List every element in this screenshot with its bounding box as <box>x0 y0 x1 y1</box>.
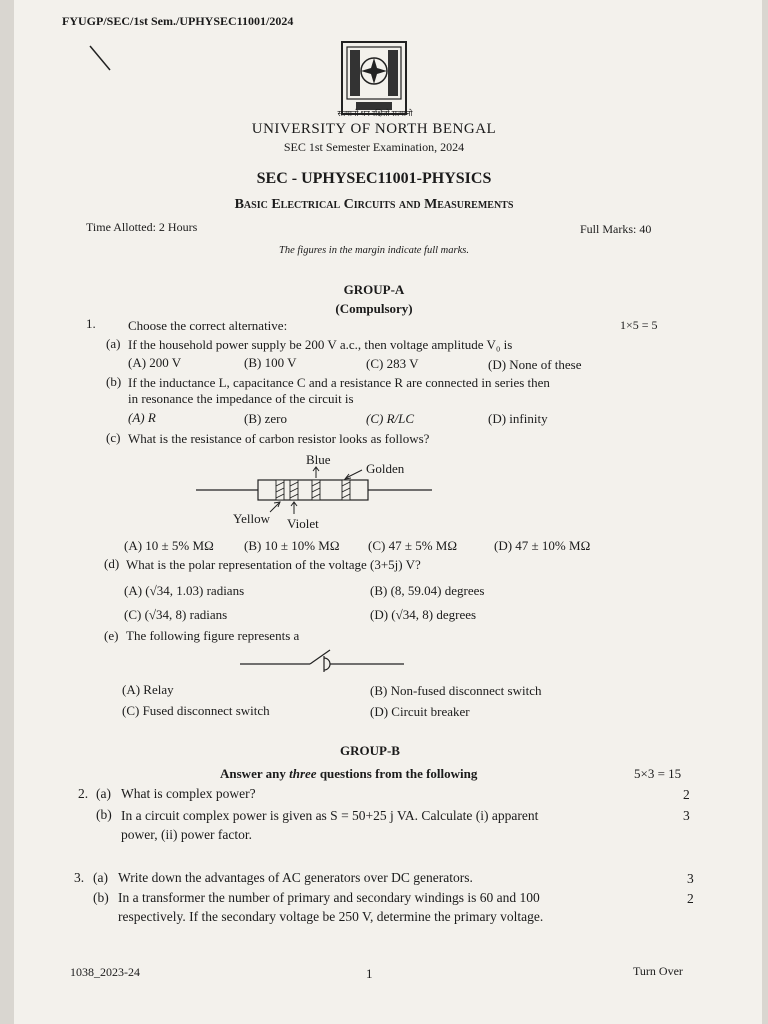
band-label-yellow: Yellow <box>233 511 270 526</box>
footer-code: 1038_2023-24 <box>70 965 140 979</box>
q2a-text: What is complex power? <box>121 786 256 801</box>
q1d-label: (d) <box>104 556 120 571</box>
q1d-option: (B) (8, 59.04) degrees <box>370 583 485 598</box>
q1c-text: What is the resistance of carbon resistor looks as follows? <box>128 431 430 446</box>
band-label-blue: Blue <box>306 452 331 467</box>
margin-note: The figures in the margin indicate full marks. <box>279 245 469 256</box>
q1b-text-line1: If the inductance L, capacitance C and a resistance R are connected in series then <box>128 375 550 390</box>
q3b-text-line2: respectively. If the secondary voltage be 250 V, determine the primary voltage. <box>118 909 544 924</box>
group-b-title: GROUP-B <box>340 743 400 758</box>
q2b-text-line1: In a circuit complex power is given as S = 50+25 j VA. Calculate (i) apparent <box>121 808 539 823</box>
q1e-text: The following figure represents a <box>126 628 300 643</box>
q1b-option: (A) R <box>128 410 156 425</box>
q1d-text: What is the polar representation of the voltage (3+5j) V? <box>126 557 421 572</box>
paper-code-header: FYUGP/SEC/1st Sem./UPHYSEC11001/2024 <box>62 14 294 28</box>
q1d-option: (A) (√34, 1.03) radians <box>124 583 245 598</box>
q1e-label: (e) <box>104 628 119 643</box>
q1a-label: (a) <box>106 336 121 351</box>
switch-symbol-figure <box>236 646 408 674</box>
q1d-option: (C) (√34, 8) radians <box>124 607 228 622</box>
emblem-motto: सत्यानो धन रक्षितो सत्यानो <box>337 109 413 118</box>
group-b-instruction <box>220 766 477 782</box>
q1e-option: (B) Non-fused disconnect switch <box>370 683 542 698</box>
university-emblem <box>340 40 408 116</box>
instruction-text: questions from the following <box>319 766 478 781</box>
q3a-marks: 3 <box>687 871 694 886</box>
q2a-marks: 2 <box>683 787 690 802</box>
q2a-label: (a) <box>96 786 111 801</box>
q1b-label: (b) <box>106 374 122 389</box>
paper-code-title: SEC - UPHYSEC11001-PHYSICS <box>256 170 492 187</box>
q1-marks: 1×5 = 5 <box>620 318 658 332</box>
q1a-option: (B) 100 V <box>244 355 297 370</box>
instruction-emphasis: three <box>289 766 317 781</box>
paper-title: Basic Electrical Circuits and Measurements <box>234 197 514 212</box>
q1e-option: (C) Fused disconnect switch <box>122 703 270 718</box>
q1d-option: (D) (√34, 8) degrees <box>370 607 477 622</box>
group-a-subtitle: (Compulsory) <box>335 301 413 316</box>
instruction-text: Answer any <box>220 766 286 781</box>
q2-number: 2. <box>78 786 89 801</box>
band-label-violet: Violet <box>287 516 319 531</box>
q1a-text: If the household power supply be 200 V a.c., then voltage amplitude V₀ is <box>128 337 513 352</box>
exam-name: SEC 1st Semester Examination, 2024 <box>283 140 465 154</box>
q1b-option: (B) zero <box>244 411 287 426</box>
q1a-option: (D) None of these <box>488 357 582 372</box>
q3b-text-line1: In a transformer the number of primary and secondary windings is 60 and 100 <box>118 890 540 905</box>
full-marks: Full Marks: 40 <box>580 222 652 236</box>
q2b-text-line2: power, (ii) power factor. <box>121 827 253 842</box>
q1c-label: (c) <box>106 430 121 445</box>
q2b-label: (b) <box>96 807 112 822</box>
q3b-marks: 2 <box>687 891 694 906</box>
university-name: UNIVERSITY OF NORTH BENGAL <box>251 121 497 137</box>
q1c-option: (D) 47 ± 10% MΩ <box>494 538 591 553</box>
pen-mark <box>88 44 114 74</box>
band-label-golden: Golden <box>366 461 405 476</box>
group-b-marks: 5×3 = 15 <box>634 766 682 781</box>
q1c-option: (B) 10 ± 10% MΩ <box>244 538 340 553</box>
q3a-label: (a) <box>93 870 108 885</box>
q1c-option: (A) 10 ± 5% MΩ <box>124 538 214 553</box>
q1c-option: (C) 47 ± 5% MΩ <box>368 538 458 553</box>
q1e-option: (D) Circuit breaker <box>370 704 470 719</box>
q3b-label: (b) <box>93 890 109 905</box>
q3-number: 3. <box>74 870 85 885</box>
q1e-option: (A) Relay <box>122 682 174 697</box>
carbon-resistor-figure <box>190 462 440 518</box>
turn-over: Turn Over <box>633 964 683 978</box>
time-allotted: Time Allotted: 2 Hours <box>86 220 198 234</box>
q3a-text: Write down the advantages of AC generators over DC generators. <box>118 870 473 885</box>
q1b-option: (C) R/LC <box>366 411 415 426</box>
q1-number: 1. <box>86 316 96 331</box>
page-number: 1 <box>366 966 373 981</box>
q1a-option: (A) 200 V <box>128 355 182 370</box>
q1a-option: (C) 283 V <box>366 356 419 371</box>
q1b-text-line2: in resonance the impedance of the circuit is <box>128 391 354 406</box>
q1-instruction: Choose the correct alternative: <box>128 318 288 333</box>
group-a-title: GROUP-A <box>343 282 405 297</box>
q2b-marks: 3 <box>683 808 690 823</box>
q1b-option: (D) infinity <box>488 411 548 426</box>
